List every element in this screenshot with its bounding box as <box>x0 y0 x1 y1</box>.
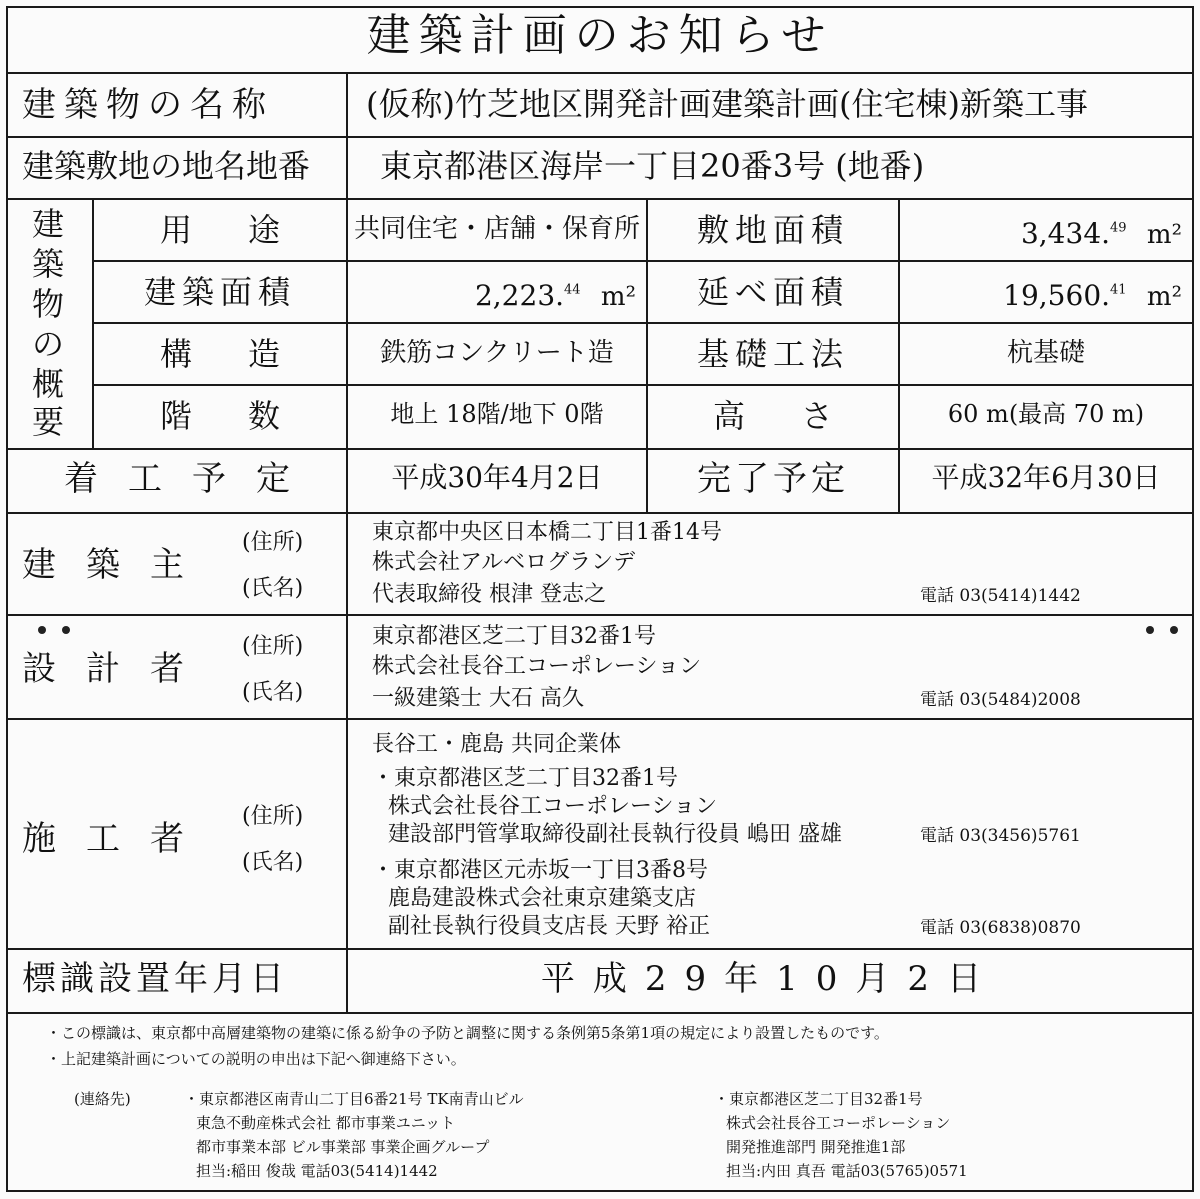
end-label: 完了予定 <box>697 459 849 499</box>
contact-b-line3: 開発推進部門 開発推進1部 <box>726 1138 906 1156</box>
owner-address-tag: (住所) <box>242 530 304 555</box>
site-label: 建築敷地の地名地番 <box>22 147 311 185</box>
use-value: 共同住宅・店舗・保育所 <box>353 214 640 244</box>
height-label: 高さ <box>712 397 889 435</box>
building-area-value <box>348 278 636 310</box>
site-area-value <box>900 216 1182 248</box>
designer-representative: 一級建築士 大石 高久 <box>372 686 584 711</box>
floor-area-label: 延べ面積 <box>696 273 849 311</box>
owner-address: 東京都中央区日本橋二丁目1番14号 <box>372 520 722 545</box>
floors-label: 階数 <box>159 397 336 435</box>
building-area-label: 建築面積 <box>143 273 296 311</box>
contractor2-representative: 副社長執行役員支店長 天野 裕正 <box>388 914 710 939</box>
site-value: 東京都港区海岸一丁目20番3号 (地番) <box>380 147 925 185</box>
designer-phone: 電話 03(5484)2008 <box>920 690 1081 710</box>
designer-company: 株式会社長谷工コーポレーション <box>372 654 702 679</box>
contractor2-phone: 電話 03(6838)0870 <box>920 918 1081 938</box>
rule <box>6 512 1194 514</box>
contact-a-line3: 都市事業本部 ビル事業部 事業企画グループ <box>196 1138 490 1156</box>
border-left <box>6 6 8 1192</box>
owner-phone: 電話 03(5414)1442 <box>920 586 1081 606</box>
contractor-jv: 長谷工・鹿島 共同企業体 <box>372 732 621 757</box>
posted-value: 平成29年10月2日 <box>540 959 1000 999</box>
rule <box>92 260 1194 262</box>
contact-label: (連絡先) <box>74 1090 131 1108</box>
owner-label: 建築主 <box>22 545 214 585</box>
mounting-hole <box>1170 626 1178 634</box>
border-bottom <box>6 1190 1194 1192</box>
overview-char: の <box>31 325 64 363</box>
site-area-label: 敷地面積 <box>696 211 849 249</box>
contact-a-line1: ・東京都港区南青山二丁目6番21号 TK南青山ビル <box>184 1090 524 1108</box>
building-name-label: 建築物の名称 <box>22 85 274 125</box>
contractor-address-tag: (住所) <box>242 804 304 829</box>
mounting-hole <box>1146 626 1154 634</box>
site-area-decimal: 49 <box>1110 220 1127 236</box>
mounting-hole <box>62 626 70 634</box>
foundation-value: 杭基礎 <box>1006 338 1085 368</box>
contact-a-line4: 担当:稲田 俊哉 電話03(5414)1442 <box>196 1162 438 1180</box>
building-area-decimal: 44 <box>564 282 581 298</box>
contractor-label: 施工者 <box>22 819 214 859</box>
owner-representative: 代表取締役 根津 登志之 <box>372 582 606 607</box>
contact-b-line1: ・東京都港区芝二丁目32番1号 <box>714 1090 923 1108</box>
designer-address: 東京都港区芝二丁目32番1号 <box>372 624 656 649</box>
overview-char: 物 <box>31 285 64 323</box>
rule <box>346 72 348 948</box>
border-right <box>1192 6 1194 1192</box>
height-value: 60 m(最高 70 m) <box>947 400 1145 428</box>
site-area-unit: m² <box>1146 220 1182 250</box>
rule <box>6 198 1194 200</box>
contact-a-line2: 東急不動産株式会社 都市事業ユニット <box>196 1114 456 1132</box>
overview-char: 要 <box>31 403 64 441</box>
contractor1-company: 株式会社長谷工コーポレーション <box>388 794 718 819</box>
overview-char: 建 <box>31 205 64 243</box>
floor-area-number: 19,560. <box>1003 279 1111 312</box>
floor-area-unit: m² <box>1146 282 1182 312</box>
start-label: 着工予定 <box>64 459 320 499</box>
site-area-number: 3,434. <box>1020 217 1111 250</box>
contractor1-address: ・東京都港区芝二丁目32番1号 <box>372 766 678 791</box>
note-1: ・この標識は、東京都中高層建築物の建築に係る紛争の予防と調整に関する条例第5条第1項の規定により設置したものです。 <box>46 1024 889 1042</box>
border-top <box>6 6 1194 8</box>
rule <box>6 614 1194 616</box>
posted-label: 標識設置年月日 <box>22 959 288 999</box>
building-area-number: 2,223. <box>474 279 565 312</box>
structure-label: 構造 <box>159 335 336 373</box>
rule <box>6 948 1194 950</box>
owner-company: 株式会社アルベログランデ <box>372 550 636 575</box>
rule <box>6 718 1194 720</box>
designer-label: 設計者 <box>22 649 214 689</box>
rule <box>6 72 1194 74</box>
contractor2-address: ・東京都港区元赤坂一丁目3番8号 <box>372 858 708 883</box>
rule <box>6 1012 1194 1014</box>
overview-char: 概 <box>31 365 64 403</box>
structure-value: 鉄筋コンクリート造 <box>380 338 614 368</box>
contractor1-representative: 建設部門管掌取締役副社長執行役員 嶋田 盛雄 <box>388 822 842 847</box>
floor-area-value <box>900 278 1182 310</box>
mounting-hole <box>38 626 46 634</box>
contact-b-line2: 株式会社長谷工コーポレーション <box>726 1114 951 1132</box>
overview-char: 築 <box>31 245 64 283</box>
building-area-unit: m² <box>600 282 636 312</box>
floors-value: 地上 18階/地下 0階 <box>390 400 604 428</box>
floor-area-decimal: 41 <box>1110 282 1127 298</box>
rule <box>92 384 1194 386</box>
owner-name-tag: (氏名) <box>242 576 304 601</box>
contractor-name-tag: (氏名) <box>242 850 304 875</box>
designer-name-tag: (氏名) <box>242 680 304 705</box>
building-name-value: (仮称)竹芝地区開発計画建築計画(住宅棟)新築工事 <box>366 85 1088 123</box>
designer-address-tag: (住所) <box>242 634 304 659</box>
contractor1-phone: 電話 03(3456)5761 <box>920 826 1081 846</box>
note-2: ・上記建築計画についての説明の申出は下記へ御連絡下さい。 <box>46 1050 466 1068</box>
sign-title: 建築計画のお知らせ <box>366 10 834 61</box>
rule <box>6 136 1194 138</box>
contact-b-line4: 担当:内田 真吾 電話03(5765)0571 <box>726 1162 968 1180</box>
foundation-label: 基礎工法 <box>696 335 849 373</box>
rule <box>92 322 1194 324</box>
rule <box>6 448 1194 450</box>
start-value: 平成30年4月2日 <box>391 461 603 494</box>
end-value: 平成32年6月30日 <box>931 461 1161 494</box>
use-label: 用途 <box>159 211 336 249</box>
contractor2-company: 鹿島建設株式会社東京建築支店 <box>388 886 697 911</box>
